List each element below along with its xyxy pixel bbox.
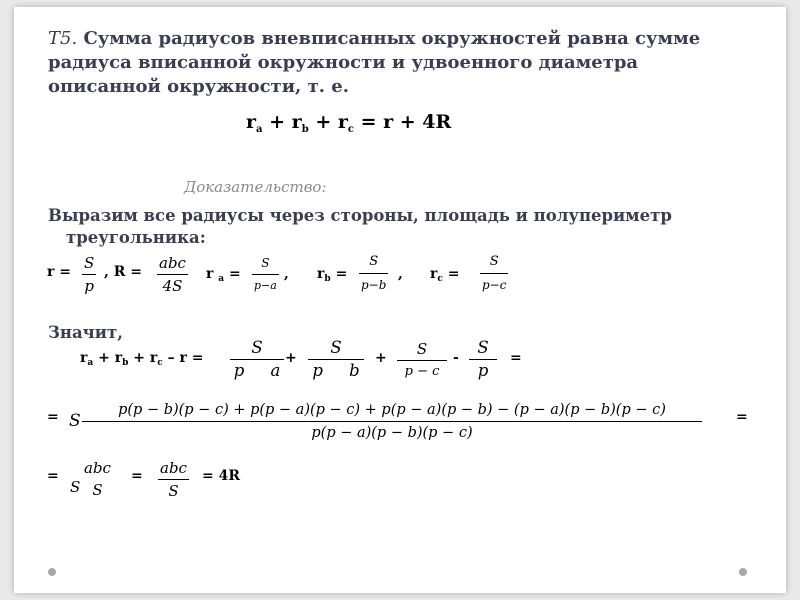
main-formula	[246, 111, 451, 135]
sum-ra-sub: a	[87, 358, 94, 368]
sum-minus: -	[453, 350, 459, 366]
sum-f1-num: S	[251, 338, 263, 357]
def-r-num: S	[84, 254, 95, 272]
sum-f3-den: p − c	[404, 364, 440, 379]
sum-rb-sub: b	[122, 358, 129, 368]
def-rb-label	[317, 266, 347, 284]
main-ra: r	[246, 111, 257, 133]
big-denominator: p(p − a)(p − b)(p − c)	[311, 425, 473, 441]
def-ra-label	[206, 266, 241, 284]
theorem-text-1: Сумма радиусов вневписанных окружностей равна сумме	[77, 28, 701, 49]
final-f2-num: abc	[160, 459, 187, 477]
sum-plus-2: +	[375, 350, 387, 366]
sum-rb: + r	[93, 350, 123, 366]
final-eq-1: =	[47, 468, 59, 484]
def-rb-den: p−b	[361, 278, 387, 292]
def-rc-num: S	[489, 254, 499, 269]
paragraph-line-2: треугольника:	[66, 228, 206, 247]
def-R-den: 4S	[162, 277, 183, 295]
def-r-fraction	[82, 254, 96, 295]
def-ra-den: p−a	[254, 279, 277, 292]
sum-f4-num: S	[477, 338, 489, 357]
theorem-label: T5.	[48, 28, 78, 49]
def-rc-label	[430, 266, 459, 284]
def-R-num: abc	[159, 254, 186, 272]
fraction-bar	[82, 421, 702, 422]
fraction-bar	[230, 359, 284, 360]
sum-plus-1: +	[285, 350, 297, 366]
def-comma-2: ,	[398, 266, 403, 282]
fraction-bar	[308, 359, 364, 360]
main-rb: r	[291, 111, 302, 133]
final-fraction-2	[158, 459, 189, 500]
main-plus-1: +	[269, 111, 286, 133]
fraction-bar	[158, 479, 189, 480]
fraction-bar	[82, 274, 96, 275]
corner-dot-right	[739, 568, 747, 576]
hence-label: Значит,	[48, 323, 123, 342]
sum-ra: r	[80, 350, 88, 366]
big-fraction	[82, 401, 702, 442]
def-ra-fraction	[252, 254, 279, 295]
def-ra-sub: a	[218, 274, 225, 284]
sum-f2-den: p b	[312, 361, 360, 380]
def-ra-num: S	[261, 256, 270, 270]
sum-fraction-4	[469, 339, 497, 380]
sum-f3-num: S	[416, 340, 428, 358]
def-rc-eq: =	[447, 266, 460, 282]
sum-rc: + r	[128, 350, 158, 366]
sum-f2-num: S	[330, 338, 342, 357]
sum-f4-den: p	[477, 361, 489, 380]
main-ra-sub: a	[256, 124, 263, 135]
def-r-label: r =	[47, 264, 71, 280]
sum-fraction-3	[397, 340, 447, 381]
def-ra-r: r	[206, 266, 214, 282]
proof-label: Доказательство:	[184, 178, 327, 196]
fraction-bar	[397, 360, 447, 361]
def-ra-eq: =	[228, 266, 241, 282]
main-rc-sub: c	[347, 124, 354, 135]
fraction-bar	[480, 273, 508, 274]
final-fraction-1	[82, 459, 113, 499]
def-rb-r: r	[317, 266, 325, 282]
main-plus-2: +	[315, 111, 332, 133]
def-rb-num: S	[369, 254, 379, 269]
sum-equals: =	[510, 350, 522, 366]
big-eq-left: =	[47, 409, 59, 425]
fraction-bar	[252, 274, 279, 275]
def-rc-fraction	[480, 253, 508, 294]
main-rhs: = r + 4R	[360, 111, 452, 133]
theorem-title-line-2: радиуса вписанной окружности и удвоенного диаметра	[48, 52, 639, 73]
big-S: S	[69, 411, 81, 431]
big-numerator: p(p − b)(p − c) + p(p − a)(p − c) + p(p − a)(p − b) − (p − a)(p − b)(p − c)	[118, 402, 666, 418]
def-rb-sub: b	[324, 274, 331, 284]
sum-fraction-2	[308, 339, 364, 380]
def-comma-1: ,	[284, 266, 289, 282]
def-rc-den: p−c	[482, 278, 507, 292]
fraction-bar	[359, 273, 388, 274]
slide	[14, 7, 786, 593]
sum-fraction-1	[230, 339, 284, 380]
def-rc-r: r	[430, 266, 438, 282]
def-rb-eq: =	[335, 266, 348, 282]
final-S: S	[70, 478, 81, 496]
paragraph-line-1: Выразим все радиусы через стороны, площадь и полупериметр	[48, 206, 672, 225]
corner-dot-left	[48, 568, 56, 576]
final-f1-num: abc	[84, 459, 111, 477]
final-f2-den: S	[168, 482, 179, 500]
def-R-fraction	[157, 254, 188, 295]
theorem-title-line-3: описанной окружности, т. е.	[48, 76, 349, 97]
sum-rc-sub: c	[157, 358, 163, 368]
main-rb-sub: b	[301, 124, 309, 135]
sum-f1-den: p a	[233, 361, 281, 380]
big-eq-right: =	[736, 409, 748, 425]
fraction-bar	[157, 274, 188, 275]
def-r-den: p	[84, 277, 94, 295]
def-rb-fraction	[359, 253, 388, 294]
final-eq-2: =	[131, 468, 143, 484]
theorem-title-line-1	[48, 27, 700, 51]
sum-lhs	[80, 350, 203, 368]
final-result: = 4R	[202, 468, 240, 484]
fraction-bar	[469, 359, 497, 360]
final-f1-den: S	[92, 481, 103, 499]
def-R-label: , R =	[104, 264, 142, 280]
main-rc: r	[337, 111, 348, 133]
def-rc-sub: c	[437, 274, 443, 284]
sum-minus-r: – r =	[162, 350, 204, 366]
